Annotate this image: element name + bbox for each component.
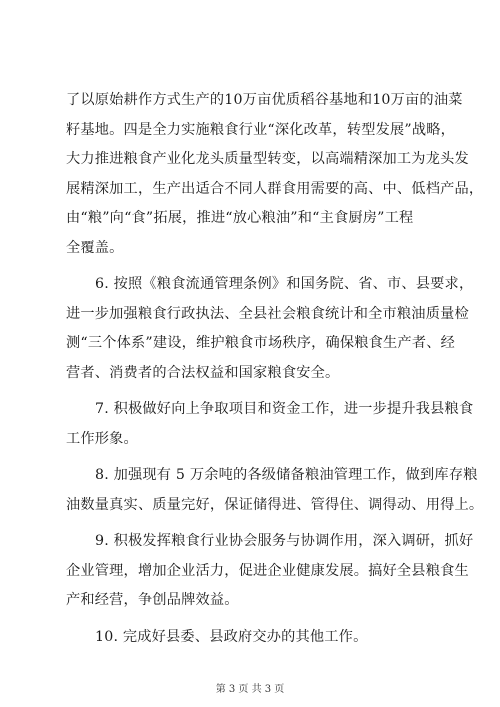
paragraph-item-7 — [66, 395, 474, 454]
text-line: 进一步加强粮食行政执法、全县社会粮食统计和全市粮油质量检 — [66, 305, 469, 322]
text-line: 油数量真实、质量完好，保证储得进、管得住、调得动、用得上。 — [66, 496, 484, 513]
text-line: 8. 加强现有 5 万余吨的各级储备粮油管理工作，做到库存粮 — [95, 467, 478, 483]
text-line: 籽基地。四是全力实施粮食行业“深化改革，转型发展”战略， — [66, 121, 455, 138]
text-line: 营者、消费者的合法权益和国家粮食安全。 — [66, 364, 340, 381]
text-line: 7. 积极做好向上争取项目和资金工作，进一步提升我县粮食 — [95, 401, 474, 417]
text-line: 展精深加工，生产出适合不同人群食用需要的高、中、低档产品， — [66, 180, 484, 197]
text-line: 全覆盖。 — [66, 239, 124, 256]
text-line: 由“粮”向“食”拓展，推进“放心粮油”和“主食厨房”工程 — [66, 210, 414, 226]
paragraph-item-8 — [66, 461, 484, 520]
text-line: 10. 完成好县委、县政府交办的其他工作。 — [95, 628, 368, 645]
text-line: 产和经营，争创品牌效益。 — [66, 592, 239, 608]
text-line: 9. 积极发挥粮食行业协会服务与协调作用，深入调研，抓好 — [95, 533, 474, 549]
paragraph-continuation — [66, 86, 484, 263]
paragraph-item-10 — [66, 623, 444, 653]
page-footer — [0, 680, 500, 695]
text-line: 工作形象。 — [66, 430, 138, 447]
paragraph-item-6 — [66, 270, 474, 388]
paragraph-item-9 — [66, 527, 474, 616]
text-line: 大力推进粮食产业化龙头质量型转变，以高端精深加工为龙头发 — [66, 151, 469, 167]
text-line: 6. 按照《粮食流通管理条例》和国务院、省、市、县要求， — [95, 276, 474, 292]
document-body — [66, 86, 484, 659]
text-line: 测“三个体系”建设，维护粮食市场秩序，确保粮食生产者、经 — [66, 335, 455, 351]
page-number-label: 第 3 页 共 3 页 — [215, 684, 285, 695]
text-line: 企业管理，增加企业活力，促进企业健康发展。搞好全县粮食生 — [66, 562, 469, 579]
text-line: 了以原始耕作方式生产的10万亩优质稻谷基地和10万亩的油菜 — [66, 92, 463, 108]
